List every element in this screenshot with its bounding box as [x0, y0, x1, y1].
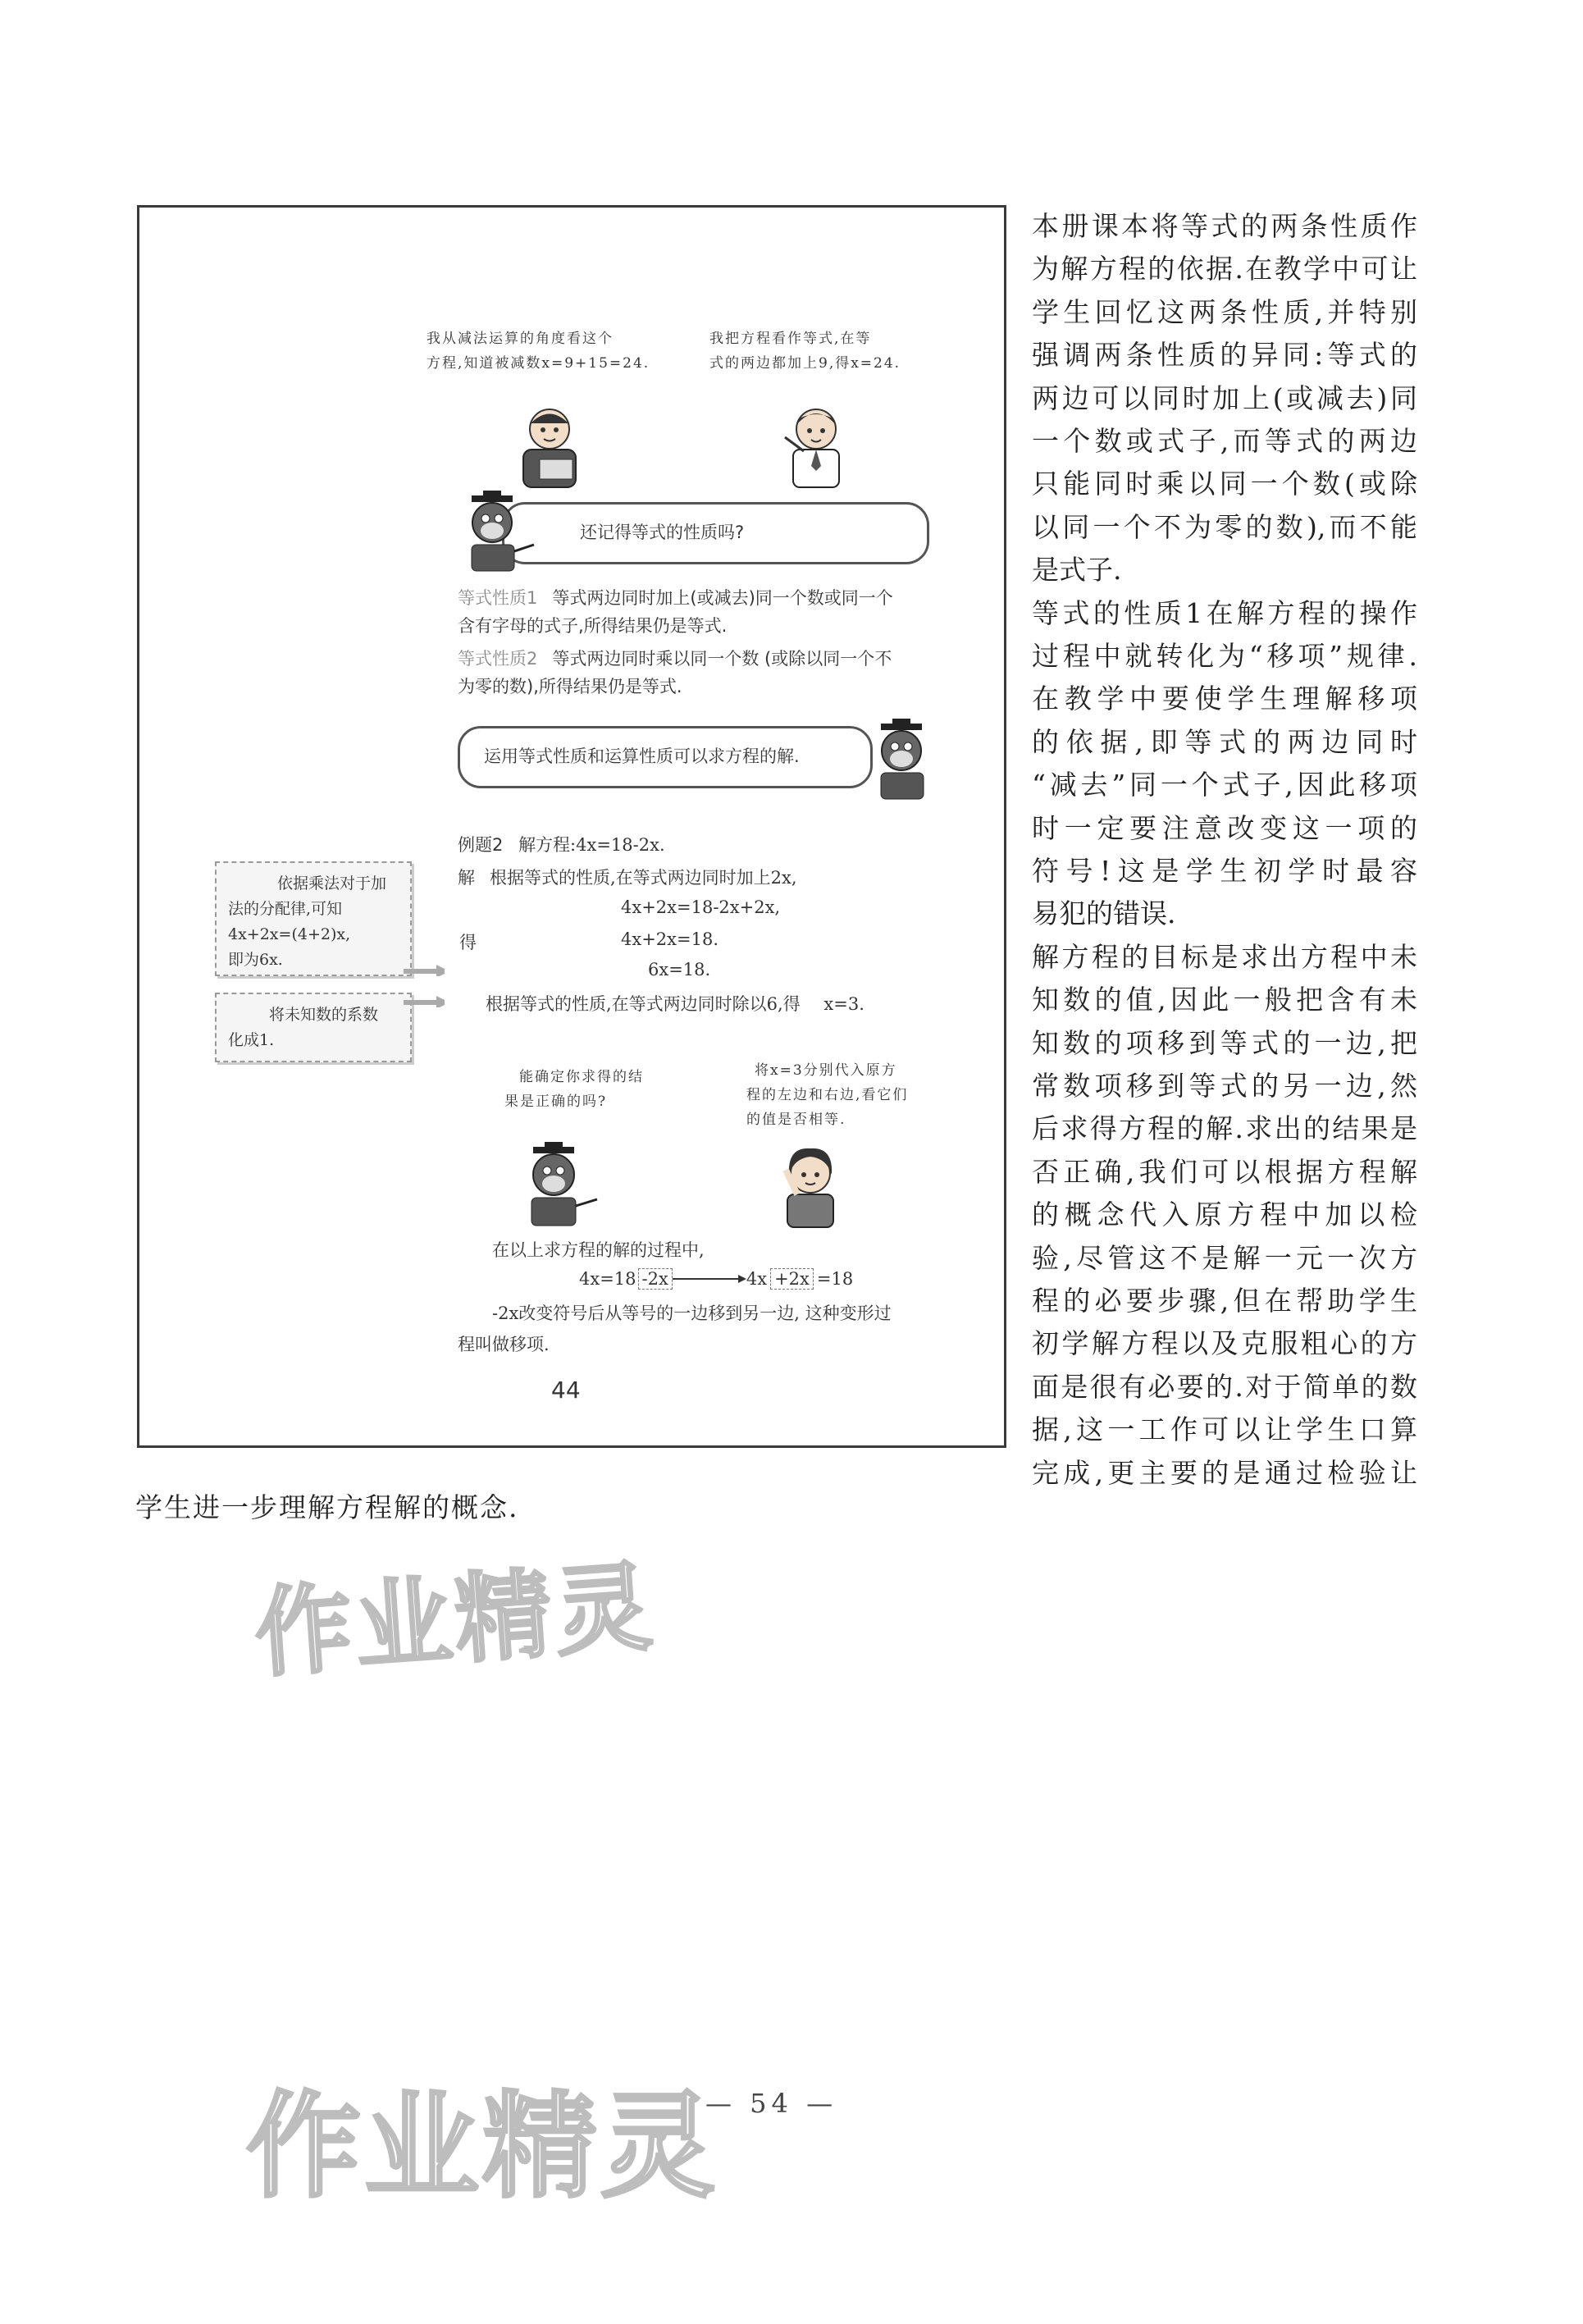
thought-line: 的值是否相等.	[746, 1112, 846, 1128]
textbook-page-number: 44	[551, 1377, 581, 1404]
thought-line: 我从减法运算的角度看这个	[427, 331, 614, 347]
commentary-line: 解方程的目标是求出方程中未	[1032, 940, 1417, 973]
side-note-coefficient	[215, 993, 412, 1062]
transpose-term-2: +2x	[770, 1268, 814, 1290]
property-1-text-2: 含有字母的式子,所得结果仍是等式.	[458, 616, 728, 636]
thought-caption-right	[709, 326, 901, 376]
commentary-line: 强调两条性质的异同:等式的	[1032, 339, 1417, 372]
boy-illustration	[775, 400, 857, 491]
commentary-line: 的概念代入原方程中加以检	[1032, 1199, 1417, 1231]
solution-label: 解	[458, 868, 475, 888]
result: x=3.	[823, 994, 864, 1014]
commentary-line: 以同一个不为零的数),而不能	[1032, 510, 1417, 543]
property-2	[458, 645, 999, 701]
side-note-distributive	[215, 861, 412, 976]
equation-3: 6x=18.	[648, 960, 711, 979]
commentary-line: 知数的项移到等式的一边,把	[1032, 1026, 1417, 1059]
thought-line: 果是正确的吗?	[504, 1094, 608, 1110]
commentary-line: 知数的值,因此一般把含有未	[1032, 984, 1417, 1016]
transpose-mid: 4x	[746, 1269, 768, 1289]
thought-line: 程的左边和右边,看它们	[746, 1087, 909, 1103]
thought-caption-left	[427, 326, 650, 376]
thought-line: 我把方程看作等式,在等	[709, 331, 872, 347]
commentary-line: 学生回忆这两条性质,并特别	[1032, 295, 1417, 328]
transpose-right: =18	[816, 1269, 854, 1289]
side-note-line: 即为6x.	[228, 951, 283, 969]
side-note-line: 4x+2x=(4+2)x,	[228, 925, 351, 943]
commentary-line: 符号!这是学生初学时最容	[1032, 855, 1417, 887]
property-1	[458, 584, 999, 640]
commentary-line: “减去”同一个式子,因此移项	[1032, 769, 1417, 801]
professor-dog-icon	[455, 486, 537, 576]
watermark-upper: 作业精灵	[251, 1550, 659, 1691]
de-label: 得	[459, 933, 477, 952]
professor-dog-icon	[861, 715, 943, 806]
example-title: 例题2	[458, 835, 504, 855]
commentary-line: 据,这一工作可以让学生口算	[1032, 1413, 1417, 1446]
thought-caption-left-2	[504, 1065, 644, 1114]
thought-line: 将x=3分别代入原方	[755, 1062, 897, 1079]
equation-1: 4x+2x=18-2x+2x,	[621, 897, 781, 917]
arrow-right-icon	[673, 1273, 746, 1285]
property-2-label: 等式性质2	[458, 649, 538, 669]
side-note-line: 将未知数的系数	[269, 1006, 379, 1024]
commentary-line: 易犯的错误.	[1032, 897, 1176, 930]
bubble-2-text: 运用等式性质和运算性质可以求方程的解.	[484, 747, 800, 766]
commentary-line: 等式的性质1在解方程的操作	[1032, 596, 1417, 629]
thought-line: 方程,知道被减数x=9+15=24.	[427, 355, 650, 372]
arrow-right-icon	[404, 965, 445, 976]
commentary-line: 常数项移到等式的另一边,然	[1032, 1070, 1417, 1102]
example-2-header	[458, 832, 665, 856]
commentary-line: 初学解方程以及克服粗心的方	[1032, 1327, 1417, 1360]
commentary-line: 的依据,即等式的两边同时	[1032, 725, 1417, 758]
bubble-1-text: 还记得等式的性质吗?	[580, 523, 745, 542]
girl-illustration	[769, 1140, 851, 1230]
commentary-line: 为解方程的依据.在教学中可让	[1032, 253, 1417, 285]
commentary-line: 验,尽管这不是解一元一次方	[1032, 1241, 1417, 1274]
commentary-line: 本册课本将等式的两条性质作	[1032, 210, 1417, 242]
commentary-continuation: 学生进一步理解方程解的概念.	[135, 1491, 519, 1523]
commentary-line: 是式子.	[1032, 554, 1122, 587]
solution-step-1-text: 根据等式的性质,在等式两边同时加上2x,	[490, 868, 797, 888]
commentary-line: 完成,更主要的是通过检验让	[1032, 1456, 1417, 1489]
transpose-description-2: 程叫做移项.	[458, 1335, 550, 1354]
commentary-line: 时一定要注意改变这一项的	[1032, 811, 1417, 844]
solution-step-2-text: 根据等式的性质,在等式两边同时除以6,得	[486, 994, 801, 1014]
solution-step-1	[458, 865, 797, 889]
property-2-text-2: 为零的数),所得结果仍是等式.	[458, 677, 682, 696]
thought-line: 式的两边都加上9,得x=24.	[709, 355, 901, 372]
commentary-line: 后求得方程的解.求出的结果是	[1032, 1112, 1417, 1145]
solution-step-2	[486, 991, 864, 1016]
watermark-lower: 作业精灵	[246, 2080, 719, 2214]
equation-2: 4x+2x=18.	[621, 929, 719, 949]
commentary-line: 一个数或式子,而等式的两边	[1032, 425, 1417, 457]
transpose-term-1: -2x	[638, 1268, 673, 1290]
transpose-diagram	[579, 1268, 853, 1290]
transpose-description: -2x改变符号后从等号的一边移到另一边, 这种变形过	[492, 1304, 892, 1323]
side-note-line: 依据乘法对于加	[277, 874, 387, 893]
commentary-line: 程的必要步骤,但在帮助学生	[1032, 1285, 1417, 1317]
commentary-line: 只能同时乘以同一个数(或除	[1032, 468, 1417, 500]
example-task: 解方程:4x=18-2x.	[518, 835, 665, 855]
thought-caption-right-2	[746, 1058, 908, 1132]
professor-dog-illustration	[509, 1140, 599, 1230]
side-note-line: 化成1.	[228, 1031, 275, 1049]
transpose-intro: 在以上求方程的解的过程中,	[492, 1240, 705, 1260]
property-1-label: 等式性质1	[458, 588, 538, 608]
property-1-text: 等式两边同时加上(或减去)同一个数或同一个	[552, 588, 893, 608]
side-note-line: 法的分配律,可知	[228, 900, 343, 918]
page-footer-number: — 54 —	[705, 2088, 838, 2119]
property-2-text: 等式两边同时乘以同一个数 (或除以同一个不	[552, 649, 892, 669]
commentary-line: 过程中就转化为“移项”规律.	[1032, 640, 1417, 672]
commentary-line: 面是很有必要的.对于简单的数	[1032, 1370, 1417, 1403]
commentary-line: 在教学中要使学生理解移项	[1032, 683, 1417, 715]
transpose-left: 4x=18	[579, 1269, 636, 1289]
teacher-illustration	[509, 400, 591, 491]
commentary-line: 否正确,我们可以根据方程解	[1032, 1155, 1417, 1188]
arrow-right-icon	[404, 996, 445, 1007]
thought-line: 能确定你求得的结	[519, 1069, 644, 1085]
commentary-line: 两边可以同时加上(或减去)同	[1032, 381, 1417, 414]
